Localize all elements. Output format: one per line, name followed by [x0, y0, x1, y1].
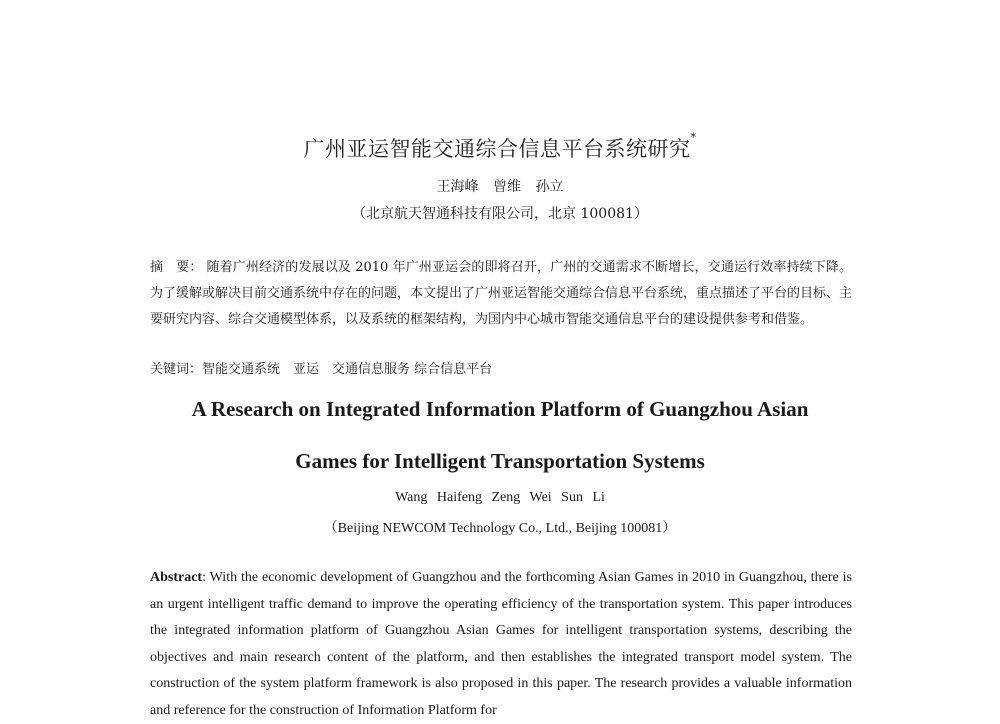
chinese-title — [0, 133, 1000, 163]
english-abstract — [150, 565, 852, 724]
english-abstract-text: : With the economic development of Guangzhou and the forthcoming Asian Games in 2010 in Guangzhou, there is an urgent intelligent traffic demand to improve the operating efficiency of the transportation system. This paper introduces the integrated information platform of Guangzhou Asian Games for intelligent transportation systems, describing the objectives and main research content of the platform, and then establishes the integrated transport model system. The construction of the system platform framework is also proposed in this paper. The research provides a valuable information and reference for the construction of Information Platform for — [150, 570, 852, 718]
chinese-abstract-label: 摘 要： — [150, 260, 203, 275]
chinese-keywords — [150, 359, 852, 381]
english-affiliation: （Beijing NEWCOM Technology Co., Ltd., Beijing 100081） — [323, 521, 677, 536]
english-authors: Wang Haifeng Zeng Wei Sun Li — [395, 490, 605, 505]
english-abstract-label: Abstract — [150, 570, 203, 585]
chinese-abstract — [150, 255, 852, 333]
chinese-abstract-text: 随着广州经济的发展以及 2010 年广州亚运会的即将召开，广州的交通需求不断增长，交通运行效率持续下降。为了缓解或解决目前交通系统中存在的问题，本文提出了广州亚运智能交通综合信息平台系统，重点描述了平台的目标、主要研究内容、综合交通模型体系，以及系统的框架结构，为国内中心城市智能交通信息平台的建设提供参考和借鉴。 — [150, 260, 853, 327]
title-footnote-mark: * — [690, 131, 697, 144]
english-title-line2: Games for Intelligent Transportation Systems — [295, 449, 705, 473]
english-title-line1: A Research on Integrated Information Platform of Guangzhou Asian — [191, 397, 809, 421]
chinese-authors: 王海峰 曾维 孙立 — [436, 179, 564, 195]
chinese-title-text: 广州亚运智能交通综合信息平台系统研究 — [303, 137, 691, 161]
chinese-keywords-text: 智能交通系统 亚运 交通信息服务 综合信息平台 — [202, 362, 493, 377]
chinese-affiliation: （北京航天智通科技有限公司，北京 100081） — [352, 206, 648, 222]
chinese-keywords-label: 关键词： — [150, 362, 203, 377]
